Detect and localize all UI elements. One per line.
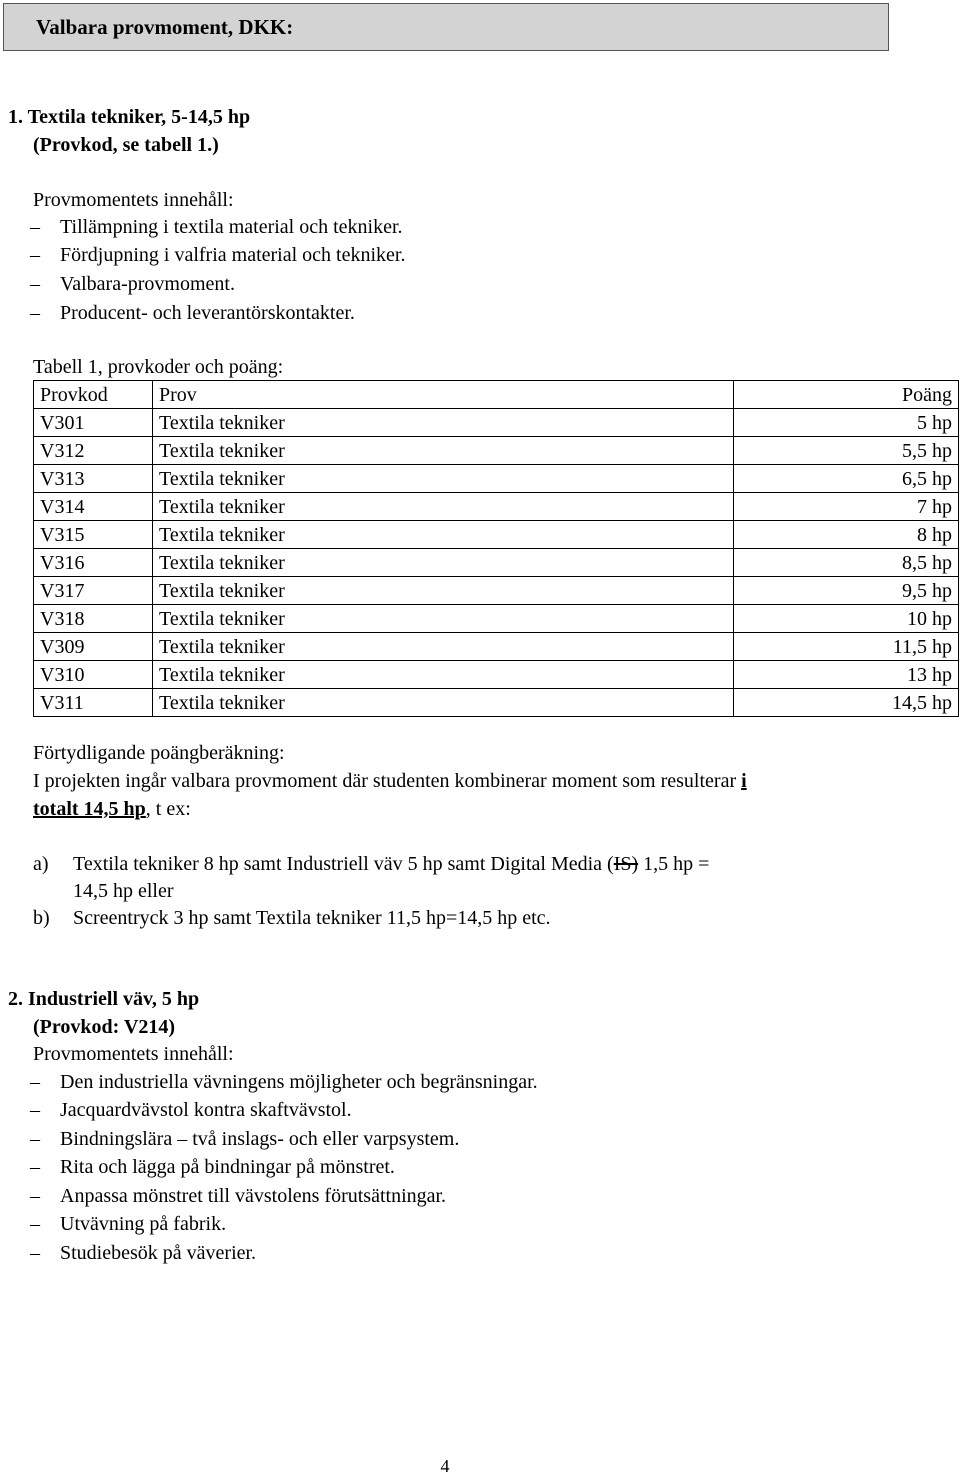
list-item: – Valbara-provmoment. — [30, 273, 235, 295]
struck-text: IS) — [613, 853, 639, 875]
cell-points: 6,5 hp — [734, 465, 959, 493]
cell-points: 9,5 hp — [734, 577, 959, 605]
cell-name: Textila tekniker — [153, 577, 734, 605]
dash-bullet-icon: – — [30, 302, 40, 324]
section1-content-label: Provmomentets innehåll: — [33, 189, 234, 211]
column-header-provkod: Provkod — [34, 381, 153, 409]
table-row — [34, 549, 959, 577]
cell-name: Textila tekniker — [153, 689, 734, 717]
cell-name: Textila tekniker — [153, 549, 734, 577]
dash-bullet-icon: – — [30, 273, 40, 295]
table-row — [34, 493, 959, 521]
provkod-table — [33, 380, 959, 717]
example-b-marker: b) — [33, 907, 50, 929]
cell-code: V311 — [34, 689, 153, 717]
cell-name: Textila tekniker — [153, 437, 734, 465]
list-item: – Utvävning på fabrik. — [30, 1213, 227, 1235]
example-a-marker: a) — [33, 853, 49, 875]
list-item: – Jacquardvävstol kontra skaftvävstol. — [30, 1099, 352, 1121]
page-title: Valbara provmoment, DKK: — [36, 15, 294, 39]
dash-bullet-icon: – — [30, 1099, 40, 1121]
cell-name: Textila tekniker — [153, 493, 734, 521]
cell-name: Textila tekniker — [153, 661, 734, 689]
cell-code: V314 — [34, 493, 153, 521]
table-row — [34, 437, 959, 465]
cell-code: V301 — [34, 409, 153, 437]
table-row — [34, 689, 959, 717]
list-item: – Bindningslära – två inslags- och eller varpsystem. — [30, 1128, 460, 1150]
list-item: – Studiebesök på väverier. — [30, 1242, 257, 1264]
dash-bullet-icon: – — [30, 216, 40, 238]
cell-code: V310 — [34, 661, 153, 689]
table-row — [34, 465, 959, 493]
list-item: – Fördjupning i valfria material och tekniker. — [30, 244, 406, 266]
table-row — [34, 633, 959, 661]
example-b-text: Screentryck 3 hp samt Textila tekniker 11,5 hp=14,5 hp etc. — [73, 907, 551, 929]
cell-points: 14,5 hp — [734, 689, 959, 717]
list-item: – Rita och lägga på bindningar på mönstret. — [30, 1156, 395, 1178]
table-header-row — [34, 381, 959, 409]
cell-points: 10 hp — [734, 605, 959, 633]
list-item: – Tillämpning i textila material och tekniker. — [30, 216, 403, 238]
cell-code: V316 — [34, 549, 153, 577]
table-row — [34, 661, 959, 689]
cell-points: 11,5 hp — [734, 633, 959, 661]
cell-name: Textila tekniker — [153, 633, 734, 661]
dash-bullet-icon: – — [30, 1185, 40, 1207]
cell-code: V309 — [34, 633, 153, 661]
cell-code: V312 — [34, 437, 153, 465]
cell-points: 8,5 hp — [734, 549, 959, 577]
dash-bullet-icon: – — [30, 1156, 40, 1178]
dash-bullet-icon: – — [30, 1242, 40, 1264]
clarification-text: I projekten ingår valbara provmoment där studenten kombinerar moment som resulterar i — [33, 770, 747, 792]
cell-points: 7 hp — [734, 493, 959, 521]
dash-bullet-icon: – — [30, 244, 40, 266]
table-row — [34, 521, 959, 549]
cell-points: 8 hp — [734, 521, 959, 549]
dash-bullet-icon: – — [30, 1071, 40, 1093]
cell-code: V317 — [34, 577, 153, 605]
example-a-text-cont: 14,5 hp eller — [73, 880, 174, 902]
header-box — [3, 3, 889, 51]
cell-code: V315 — [34, 521, 153, 549]
cell-points: 5 hp — [734, 409, 959, 437]
cell-name: Textila tekniker — [153, 605, 734, 633]
section1-subheading: (Provkod, se tabell 1.) — [33, 134, 219, 156]
clarification-label: Förtydligande poängberäkning: — [33, 742, 285, 764]
column-header-prov: Prov — [153, 381, 734, 409]
cell-code: V313 — [34, 465, 153, 493]
cell-points: 5,5 hp — [734, 437, 959, 465]
list-item: – Producent- och leverantörskontakter. — [30, 302, 355, 324]
example-a-text: Textila tekniker 8 hp samt Industriell väv 5 hp samt Digital Media (IS) 1,5 hp = — [73, 853, 710, 875]
cell-name: Textila tekniker — [153, 465, 734, 493]
section2-subheading: (Provkod: V214) — [33, 1016, 176, 1038]
table-row — [34, 409, 959, 437]
dash-bullet-icon: – — [30, 1128, 40, 1150]
page-number: 4 — [440, 1456, 450, 1476]
list-item: – Anpassa mönstret till vävstolens förutsättningar. — [30, 1185, 447, 1207]
table-caption: Tabell 1, provkoder och poäng: — [33, 356, 284, 378]
column-header-poang: Poäng — [734, 381, 959, 409]
section1-heading: 1. Textila tekniker, 5-14,5 hp — [8, 106, 251, 128]
cell-name: Textila tekniker — [153, 409, 734, 437]
table-row — [34, 605, 959, 633]
table-row — [34, 577, 959, 605]
cell-name: Textila tekniker — [153, 521, 734, 549]
clarification-text-cont: totalt 14,5 hp, t ex: — [33, 798, 191, 820]
list-item: – Den industriella vävningens möjligheter och begränsningar. — [30, 1071, 538, 1093]
section2-content-label: Provmomentets innehåll: — [33, 1043, 234, 1065]
dash-bullet-icon: – — [30, 1213, 40, 1235]
section2-heading: 2. Industriell väv, 5 hp — [8, 988, 200, 1010]
cell-points: 13 hp — [734, 661, 959, 689]
cell-code: V318 — [34, 605, 153, 633]
